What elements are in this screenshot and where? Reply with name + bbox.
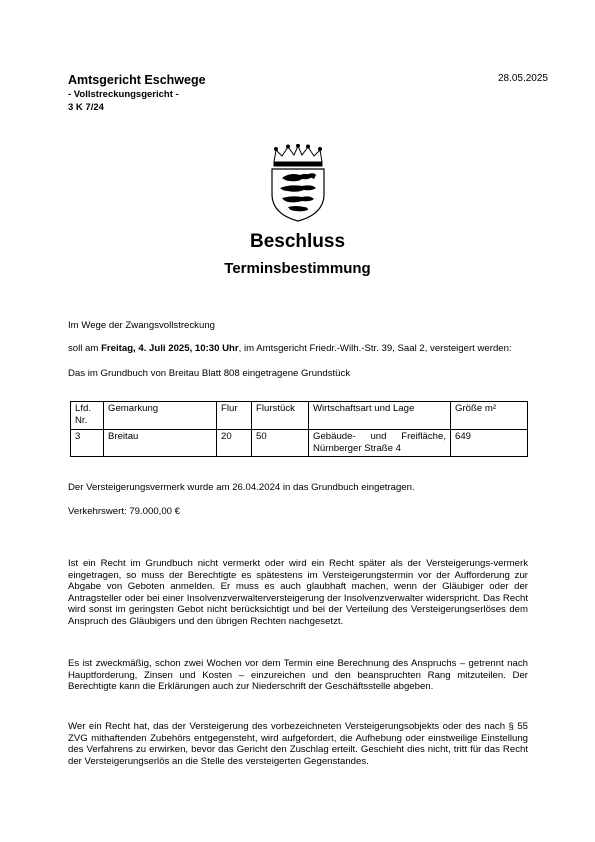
paragraph-opposing-rights: Wer ein Recht hat, das der Versteigerung des vorbezeichneten Versteigerungsobjekts oder des nach § 55 ZVG mithaftenden Zubehörs entgegensteht, wird aufgefordert, die Aufhebung oder einstweilige Einstellung des Verfahrens zu erwirken, bevor das Gericht den Zuschlag erteilt. Geschieht dies nicht, tritt für das Recht der Versteigerungserlös an die Stelle des versteigerten Gegenstandes. [68, 721, 528, 767]
col-flur: Flur [217, 402, 252, 430]
property-line: Das im Grundbuch von Breitau Blatt 808 eingetragene Grundstück [68, 368, 351, 379]
auction-sentence [68, 343, 528, 355]
registration-note: Der Versteigerungsvermerk wurde am 26.04.2024 in das Grundbuch eingetragen. [68, 482, 415, 493]
document-title: Beschluss [249, 231, 346, 252]
court-header [68, 73, 206, 114]
table-header-row [71, 402, 528, 430]
case-number: 3 K 7/24 [68, 102, 104, 113]
auction-prefix: soll am [68, 343, 102, 354]
cell-wirtschaftsart: Gebäude- und Freifläche, Nürnberger Straße 4 [309, 430, 451, 457]
cell-lfd-nr: 3 [71, 430, 104, 457]
auction-date: Freitag, 4. Juli 2025, 10:30 Uhr [101, 343, 239, 354]
cell-flur: 20 [217, 430, 252, 457]
col-lfd-nr: Lfd. Nr. [71, 402, 104, 430]
paragraph-late-rights: Ist ein Recht im Grundbuch nicht vermerkt oder wird ein Recht später als der Versteigerungs-vermerk eingetragen, so muss der Berechtigte es spätestens im Versteigerungstermin vor der Aufforderung zur Abgabe von Geboten anmelden. Er muss es auch glaubhaft machen, wenn der Gläubiger oder der Antragsteller oder bei einer Insolvenzverwalterversteigerung der Insolvenzverwalter widerspricht. Das Recht wird sonst im geringsten Gebot nicht berücksichtigt und bei der Verteilung des Versteigerungserlöses dem Anspruch des Gläubigers und den übrigen Rechten nachgesetzt. [68, 558, 528, 627]
coat-of-arms-icon [268, 144, 328, 222]
intro-text: Im Wege der Zwangsvollstreckung [68, 320, 215, 331]
cell-flurstueck: 50 [252, 430, 309, 457]
paragraph-claim-calculation: Es ist zweckmäßig, schon zwei Wochen vor dem Termin eine Berechnung des Anspruchs – getrennt nach Hauptforderung, Zinsen und Kosten – einzureichen und den beanspruchten Rang mitzuteilen. Der Berechtigte kann die Erklärungen auch zur Niederschrift der Geschäftsstelle abgeben. [68, 658, 528, 692]
court-name: Amtsgericht Eschwege [68, 73, 206, 87]
col-groesse: Größe m² [451, 402, 528, 430]
court-subtitle: - Vollstreckungsgericht - [68, 89, 179, 100]
cell-groesse: 649 [451, 430, 528, 457]
document-date: 28.05.2025 [497, 73, 548, 84]
property-table [70, 401, 528, 457]
cell-gemarkung: Breitau [104, 430, 217, 457]
col-wirtschaftsart: Wirtschaftsart und Lage [309, 402, 451, 430]
auction-suffix: , im Amtsgericht Friedr.-Wilh.-Str. 39, Saal 2, versteigert werden: [238, 343, 512, 354]
market-value: Verkehrswert: 79.000,00 € [68, 506, 180, 517]
table-row [71, 430, 528, 457]
document-subtitle: Terminsbestimmung [224, 260, 371, 277]
col-flurstueck: Flurstück [252, 402, 309, 430]
col-gemarkung: Gemarkung [104, 402, 217, 430]
